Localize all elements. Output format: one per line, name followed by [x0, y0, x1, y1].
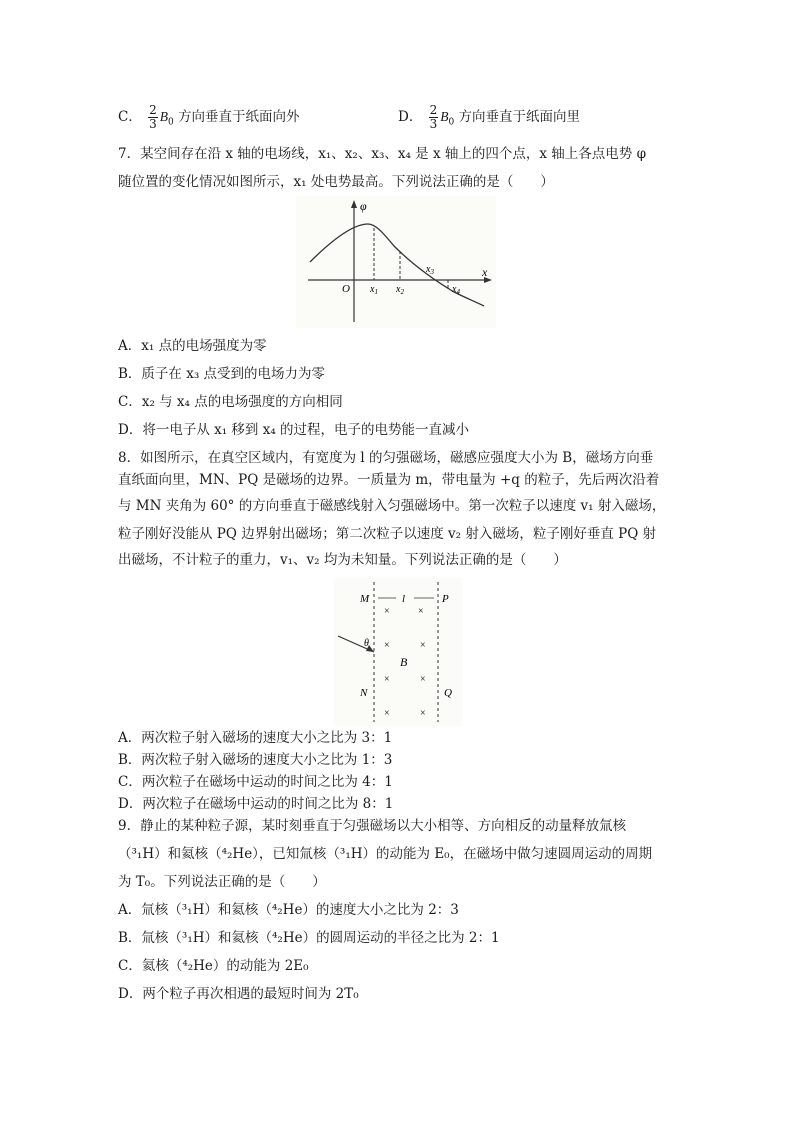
q8-stem-line5: 出磁场，不计粒子的重力，v₁、v₂ 均为未知量。下列说法正确的是（ ） [118, 552, 567, 568]
option-label: D． [398, 109, 423, 125]
q8-stem-line3: 与 MN 夹角为 60° 的方向垂直于磁感线射入匀强磁场中。第一次粒子以速度 v₁ 射入磁场， [118, 498, 666, 514]
field-cross: × [384, 708, 390, 719]
origin-label: O [342, 283, 350, 295]
q9-stem-line2: （³₁H）和氦核（⁴₂He），已知氚核（³₁H）的动能为 E₀，在磁场中做匀速圆周运动的周期 [118, 846, 653, 862]
q9-option-a: A．氚核（³₁H）和氦核（⁴₂He）的速度大小之比为 2：3 [118, 902, 459, 918]
symbol-b: B [159, 109, 169, 124]
x-axis-label: x [482, 265, 488, 279]
label-q: Q [444, 687, 452, 699]
fraction-denominator: 3 [429, 117, 438, 131]
x1-label-main: x [370, 284, 375, 295]
field-cross: × [418, 606, 424, 617]
field-cross: × [384, 640, 390, 651]
option-text: 方向垂直于纸面向外 [178, 109, 300, 125]
phi-axis-label: φ [360, 199, 367, 213]
q7-stem-line1: 7．某空间存在沿 x 轴的电场线，x₁、x₂、x₃、x₄ 是 x 轴上的四个点，x 轴上各点电势 φ [118, 146, 647, 162]
q7-option-d: D．将一电子从 x₁ 移到 x₄ 的过程，电子的电势能一直减小 [118, 422, 470, 438]
x3-label-sub: 3 [430, 268, 434, 276]
q9-option-b: B．氚核（³₁H）和氦核（⁴₂He）的圆周运动的半径之比为 2：1 [118, 930, 500, 946]
potential-graph [296, 196, 496, 328]
label-b: B [400, 655, 408, 669]
fraction-denominator: 3 [149, 117, 157, 131]
q9-stem-line1: 9．静止的某种粒子源，某时刻垂直于匀强磁场以大小相等、方向相反的动量释放氚核 [118, 818, 627, 834]
field-cross: × [420, 640, 426, 651]
figure-background [296, 196, 496, 328]
label-p: P [442, 593, 449, 605]
symbol-b: B [440, 109, 449, 124]
q7-option-b: B．质子在 x₃ 点受到的电场力为零 [118, 366, 326, 382]
x2-label-main: x [396, 284, 401, 295]
x2-label-sub: 2 [400, 288, 404, 296]
q8-option-c: C．两次粒子在磁场中运动的时间之比为 4：1 [118, 774, 393, 790]
q7-option-a: A．x₁ 点的电场强度为零 [118, 338, 267, 354]
q9-stem-line3: 为 T₀。下列说法正确的是（ ） [118, 874, 326, 890]
x4-label-sub: 4 [456, 288, 460, 296]
fraction [148, 104, 158, 131]
field-cross: × [384, 606, 390, 617]
fraction [429, 104, 439, 131]
q8-option-d: D．两次粒子在磁场中运动的时间之比为 8：1 [118, 796, 394, 812]
q8-stem-line4: 粒子刚好没能从 PQ 边界射出磁场；第二次粒子以速度 v₂ 射入磁场，粒子刚好垂直 PQ 射 [118, 526, 657, 542]
field-cross: × [384, 674, 390, 685]
x4-label-main: x [452, 284, 457, 295]
q6-option-d [398, 104, 580, 133]
subscript: 0 [448, 117, 455, 128]
fraction-numerator: 2 [429, 103, 438, 117]
subscript: 0 [168, 117, 174, 128]
q6-option-c [118, 104, 300, 133]
label-l: l [402, 593, 406, 605]
magnetic-field-figure [334, 578, 462, 726]
q9-option-d: D．两个粒子再次相遇的最短时间为 2T₀ [118, 986, 359, 1002]
field-cross: × [420, 674, 426, 685]
q8-option-a: A．两次粒子射入磁场的速度大小之比为 3：1 [118, 730, 393, 746]
option-text: 方向垂直于纸面向里 [458, 109, 581, 125]
x3-label-main: x [426, 264, 431, 275]
q8-stem-line1: 8．如图所示，在真空区域内，有宽度为 l 的匀强磁场，磁感应强度大小为 B，磁场方向垂 [118, 450, 654, 466]
q8-option-b: B．两次粒子射入磁场的速度大小之比为 1：3 [118, 752, 393, 768]
q7-option-c: C．x₂ 与 x₄ 点的电场强度的方向相同 [118, 394, 343, 410]
fraction-numerator: 2 [149, 103, 157, 117]
q9-option-c: C．氦核（⁴₂He）的动能为 2E₀ [118, 958, 309, 974]
x1-label-sub: 1 [374, 288, 378, 296]
q7-stem-line2: 随位置的变化情况如图所示，x₁ 处电势最高。下列说法正确的是（ ） [118, 174, 554, 190]
label-m: M [360, 593, 370, 605]
field-cross: × [420, 708, 426, 719]
label-n: N [360, 687, 368, 699]
q8-stem-line2: 直纸面向里，MN、PQ 是磁场的边界。一质量为 m，带电量为 +q 的粒子，先后两次沿着 [118, 472, 660, 488]
option-label: C． [118, 109, 142, 125]
label-theta: θ [364, 638, 369, 649]
